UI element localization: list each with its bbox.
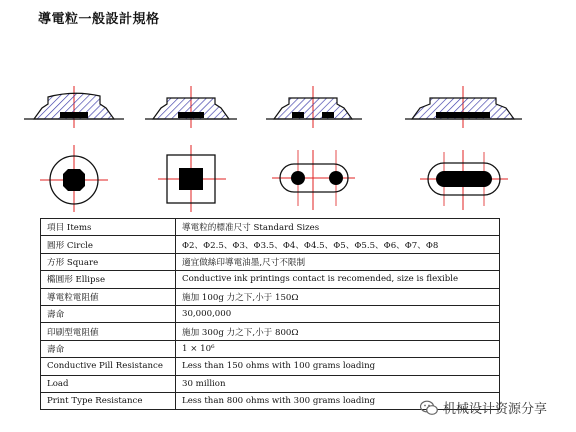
page-title: 導電粒一般設計規格 — [38, 12, 160, 27]
profile-dual-side — [266, 86, 362, 128]
profile-circle-side — [24, 86, 124, 128]
profile-ellipse-side — [405, 86, 522, 128]
watermark — [420, 398, 547, 417]
topview-dual-dot — [272, 150, 355, 210]
row-value: Φ2、Φ2.5、Φ3、Φ3.5、Φ4、Φ4.5、Φ5、Φ5.5、Φ6、Φ7、Φ8 — [176, 236, 500, 253]
table-row — [41, 253, 500, 270]
row-label: 橢圓形 Ellipse — [41, 271, 176, 288]
row-label: 印刷型電阻値 — [41, 323, 176, 340]
row-label: 方形 Square — [41, 253, 176, 270]
topview-ellipse — [420, 150, 508, 210]
row-value: Conductive ink printings contact is recomended, size is flexible — [176, 271, 500, 288]
pill-diagrams — [0, 0, 576, 215]
watermark-text: 机械设计资源分享 — [443, 402, 548, 417]
row-label: Print Type Resistance — [41, 392, 176, 409]
spec-table — [40, 218, 500, 410]
row-value: 施加 100g 力之下,小于 150Ω — [176, 288, 500, 305]
row-value: Less than 800 ohms with 300 grams loading — [176, 392, 500, 409]
table-row — [41, 358, 500, 375]
row-label: Conductive Pill Resistance — [41, 358, 176, 375]
row-label: Load — [41, 375, 176, 392]
table-row — [41, 305, 500, 322]
row-value: 1 × 10⁶ — [176, 340, 500, 357]
row-label: 壽命 — [41, 305, 176, 322]
table-row — [41, 323, 500, 340]
row-value: 30,000,000 — [176, 305, 500, 322]
row-value: 導電粒的標准尺寸 Standard Sizes — [176, 219, 500, 236]
topview-circle — [40, 145, 108, 212]
row-value: 施加 300g 力之下,小于 800Ω — [176, 323, 500, 340]
table-row — [41, 288, 500, 305]
table-row — [41, 340, 500, 357]
wechat-icon — [420, 400, 438, 416]
profile-square-side — [145, 86, 237, 128]
row-value: 30 million — [176, 375, 500, 392]
topview-square — [158, 145, 226, 212]
table-row — [41, 375, 500, 392]
row-value: 適宜做絲印導電油墨,尺寸不限制 — [176, 253, 500, 270]
row-label: 圓形 Circle — [41, 236, 176, 253]
row-label: 壽命 — [41, 340, 176, 357]
row-label: 項目 Items — [41, 219, 176, 236]
row-value: Less than 150 ohms with 100 grams loading — [176, 358, 500, 375]
table-row — [41, 219, 500, 236]
table-row — [41, 236, 500, 253]
row-label: 導電粒電阻値 — [41, 288, 176, 305]
table-row — [41, 271, 500, 288]
